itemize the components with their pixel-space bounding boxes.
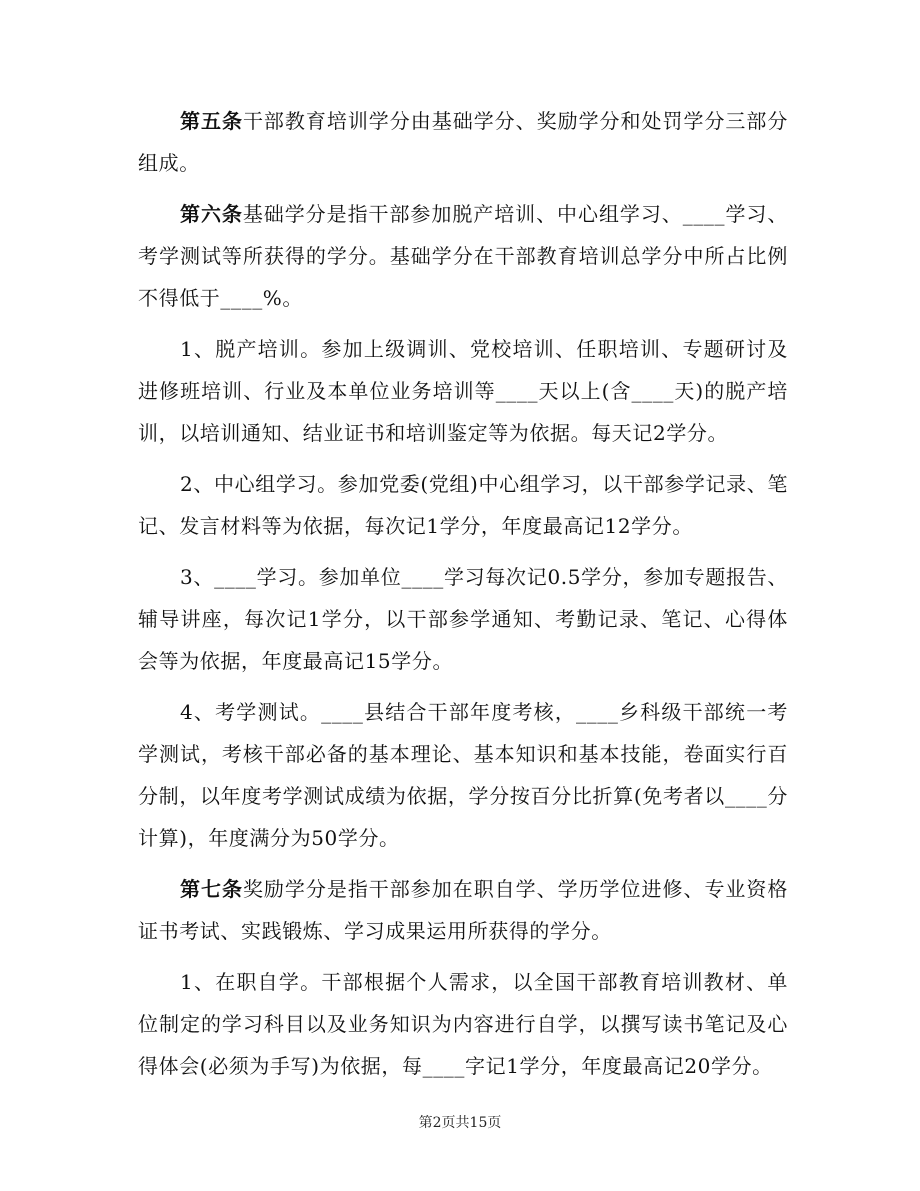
item-1-full-time-training (138, 328, 788, 454)
item-2-group-study (138, 463, 788, 547)
paragraph-text: 2、中心组学习。参加党委(党组)中心组学习，以干部参学记录、笔记、发言材料等为依据，每次记1学分，年度最高记12学分。 (138, 472, 788, 538)
paragraph-text: 干部教育培训学分由基础学分、奖励学分和处罚学分三部分组成。 (138, 109, 788, 175)
article-heading: 第七条 (180, 877, 243, 901)
article-heading: 第六条 (180, 202, 243, 226)
paragraph-text: 1、在职自学。干部根据个人需求，以全国干部教育培训教材、单位制定的学习科目以及业务知识为内容进行自学，以撰写读书笔记及心得体会(必须为手写)为依据，每____字记1学分，年度最高记20学分。 (138, 970, 788, 1078)
paragraph-text: 基础学分是指干部参加脱产培训、中心组学习、____学习、考学测试等所获得的学分。基础学分在干部教育培训总学分中所占比例不得低于____%。 (138, 202, 788, 310)
article-6-paragraph (138, 193, 788, 319)
item-3-study (138, 556, 788, 682)
document-body (138, 100, 788, 1096)
paragraph-text: 4、考学测试。____县结合干部年度考核，____乡科级干部统一考学测试，考核干部必备的基本理论、基本知识和基本技能，卷面实行百分制，以年度考学测试成绩为依据，学分按百分比折算(免考者以____分计算)，年度满分为50学分。 (138, 700, 788, 850)
page-number-footer: 第2页共15页 (418, 1115, 502, 1131)
article-heading: 第五条 (180, 109, 243, 133)
paragraph-text: 奖励学分是指干部参加在职自学、学历学位进修、专业资格证书考试、实践锻炼、学习成果运用所获得的学分。 (138, 877, 788, 943)
paragraph-text: 3、____学习。参加单位____学习每次记0.5学分，参加专题报告、辅导讲座，每次记1学分，以干部参学通知、考勤记录、笔记、心得体会等为依据，年度最高记15学分。 (138, 565, 788, 673)
article-5-paragraph (138, 100, 788, 184)
paragraph-text: 1、脱产培训。参加上级调训、党校培训、任职培训、专题研讨及进修班培训、行业及本单位业务培训等____天以上(含____天)的脱产培训，以培训通知、结业证书和培训鉴定等为依据。每天记2学分。 (138, 337, 788, 445)
item-1-self-study (138, 961, 788, 1087)
item-4-exam (138, 691, 788, 859)
article-7-paragraph (138, 868, 788, 952)
